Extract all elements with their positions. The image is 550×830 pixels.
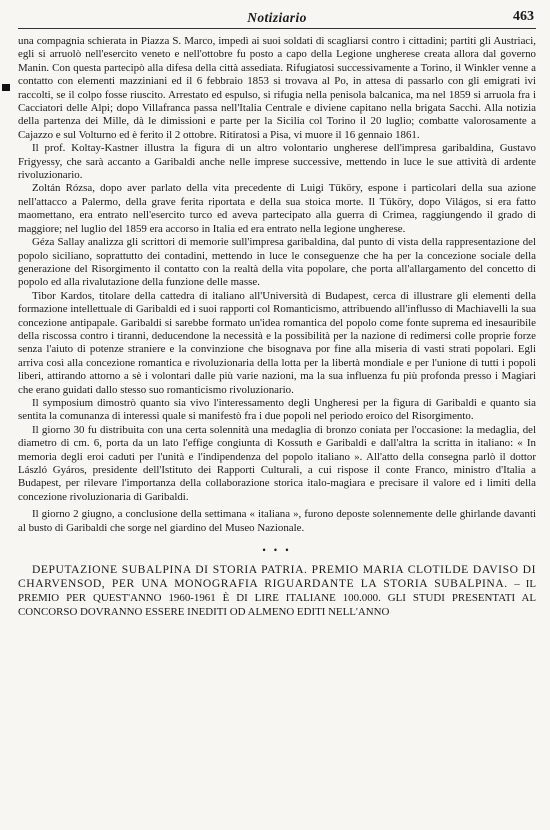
paragraph-rozsa: Zoltán Rózsa, dopo aver parlato della vita precedente di Luigi Tüköry, espone i particolari della sua azione nell'attacco a Palermo, della grave ferita riportata e della sua stoica morte. Il Tüköry, dopo Világos, si era fatto maomettano, era entrato nell'esercito turco ed aveva partecipato alla guerra di Crimea, raggiungendo il grado di maggiore; nel luglio del 1859 era accorso in Italia ed era entrato nella legione ungherese. [18,182,536,235]
paragraph-symposium: Il symposium dimostrò quanto sia vivo l'interessamento degli Ungheresi per la figura di Garibaldi e quanto sia sentita la comunanza di interessi quale si manifestò fra i due popoli nel periodo eroico del Risorgimento. [18,396,536,423]
announcement-title: DEPUTAZIONE SUBALPINA DI STORIA PATRIA. PREMIO MARIA CLOTILDE DAVISO DI CHARVENSOD, PER UNA MONOGRAFIA RIGUARDANTE LA STORIA SUBALPINA. [18,563,536,591]
section-separator: • • • [262,545,292,556]
paragraph-winkler: una compagnia schierata in Piazza S. Marco, impedì ai suoi soldati di scagliarsi contro i cittadini; partiti gli Austriaci, egli si arruolò nell'esercito veneto e nell'ottobre fu posto a capo della Legione ungherese creata allora dal governo Manin. Con questa partecipò alla difesa della città assediata. Rifugiatosi successivamente a Torino, il Winkler venne a contatto con elementi mazziniani ed il 6 febbraio 1853 si trovava al Po, in attesa di passarlo con gli emigrati ivi raccolti, se il colpo fosse riuscito. Arrestato ed espulso, si rifugia nella penisola balcanica, ma nel 1859 si arruola fra i Cacciatori delle Alpi; dopo Villafranca passa nell'Italia Centrale e diviene capitano nella brigata Sacchi. Alla notizia della partenza dei Mille, dà le dimissioni e parte per la Sicilia col Torino il 20 luglio; combatte valorosamente a Cajazzo e sul Volturno ed è ferito il 2 ottobre. Ritiratosi a Pisa, vi muore il 16 gennaio 1861. [18,35,536,141]
running-title: Notiziario [247,10,307,25]
paragraph-koltay-kastner: Il prof. Koltay-Kastner illustra la figura di un altro volontario ungherese dell'impresa garibaldina, Gustavo Frigyessy, che sarà accanto a Garibaldi anche nelle imprese successive, mettendo in luce le sue attività di ardente rivoluzionario. [18,142,536,182]
article-body [18,35,536,535]
margin-mark [2,84,10,91]
page-header [18,6,536,29]
page-number: 463 [513,9,534,24]
paragraph-medaglia: Il giorno 30 fu distribuita con una certa solennità una medaglia di bronzo coniata per l'occasione: la medaglia, del diametro di cm. 6, porta da un lato l'effige congiunta di Kossuth e Garibaldi e dall'altra la scritta in italiano: « In memoria degli eroi caduti per l'unità e l'indipendenza del popolo italiano ». All'atto della consegna parlò il dottor László Gyáros, presidente dell'Istituto dei Rapporti Culturali, a cui rispose il conte Franco, ministro d'Italia a Budapest, per rilevare l'importanza della collaborazione storica italo-magiara e precisare il valore ed i limiti della concezione rivoluzionaria di Garibaldi. [18,423,536,503]
announcement-body: – IL PREMIO PER QUEST'ANNO 1960-1961 È DI LIRE ITALIANE 100.000. GLI STUDI PRESENTATI AL CONCORSO DOVRANNO ESSERE INEDITI OD ALMENO EDITI NELL'ANNO [18,578,536,619]
announcement [18,563,536,619]
paragraph-kardos: Tibor Kardos, titolare della cattedra di italiano all'Università di Budapest, cerca di illustrare gli elementi della formazione intellettuale di Garibaldi ed i suoi rapporti col Romanticismo, attribuendo all'influsso di Machiavelli la sua concezione antipapale. Garibaldi si sarebbe formato un'idea romantica del popolo come fonte suprema ed inesauribile della riscossa contro i tiranni, deducendone la necessità e la possibilità per la nazione di redimersi colle proprie forze senza l'aiuto di potenze straniere e la convinzione che bisognava por fine alla miseria di vasti strati popolari. Egli arriva così alla concezione romantica e rivoluzionaria della lotta per la libertà mondiale e per l'unione di tutti i popoli liberi, attirando attorno a sè i volontari dalle più varie nazioni, ma la sua influenza fu più profonda presso i Magiari che erano guidati dallo stesso suo romanticismo rivoluzionario. [18,289,536,396]
paragraph-ghirlande: Il giorno 2 giugno, a conclusione della settimana « italiana », furono deposte solennemente delle ghirlande davanti al busto di Garibaldi che sorge nel giardino del Museo Nazionale. [18,508,536,534]
announcement-paragraph [18,563,536,619]
paragraph-sallay: Géza Sallay analizza gli scrittori di memorie sull'impresa garibaldina, dal punto di vista della rappresentazione del popolo siciliano, soprattutto dei contadini, mettendo in luce le conseguenze che ha per la concezione sociale della generazione del Risorgimento il contatto con la realtà della vita popolare, che porta all'allargamento del concetto di popolo ed alla rivalutazione della funzione delle masse. [18,236,536,289]
